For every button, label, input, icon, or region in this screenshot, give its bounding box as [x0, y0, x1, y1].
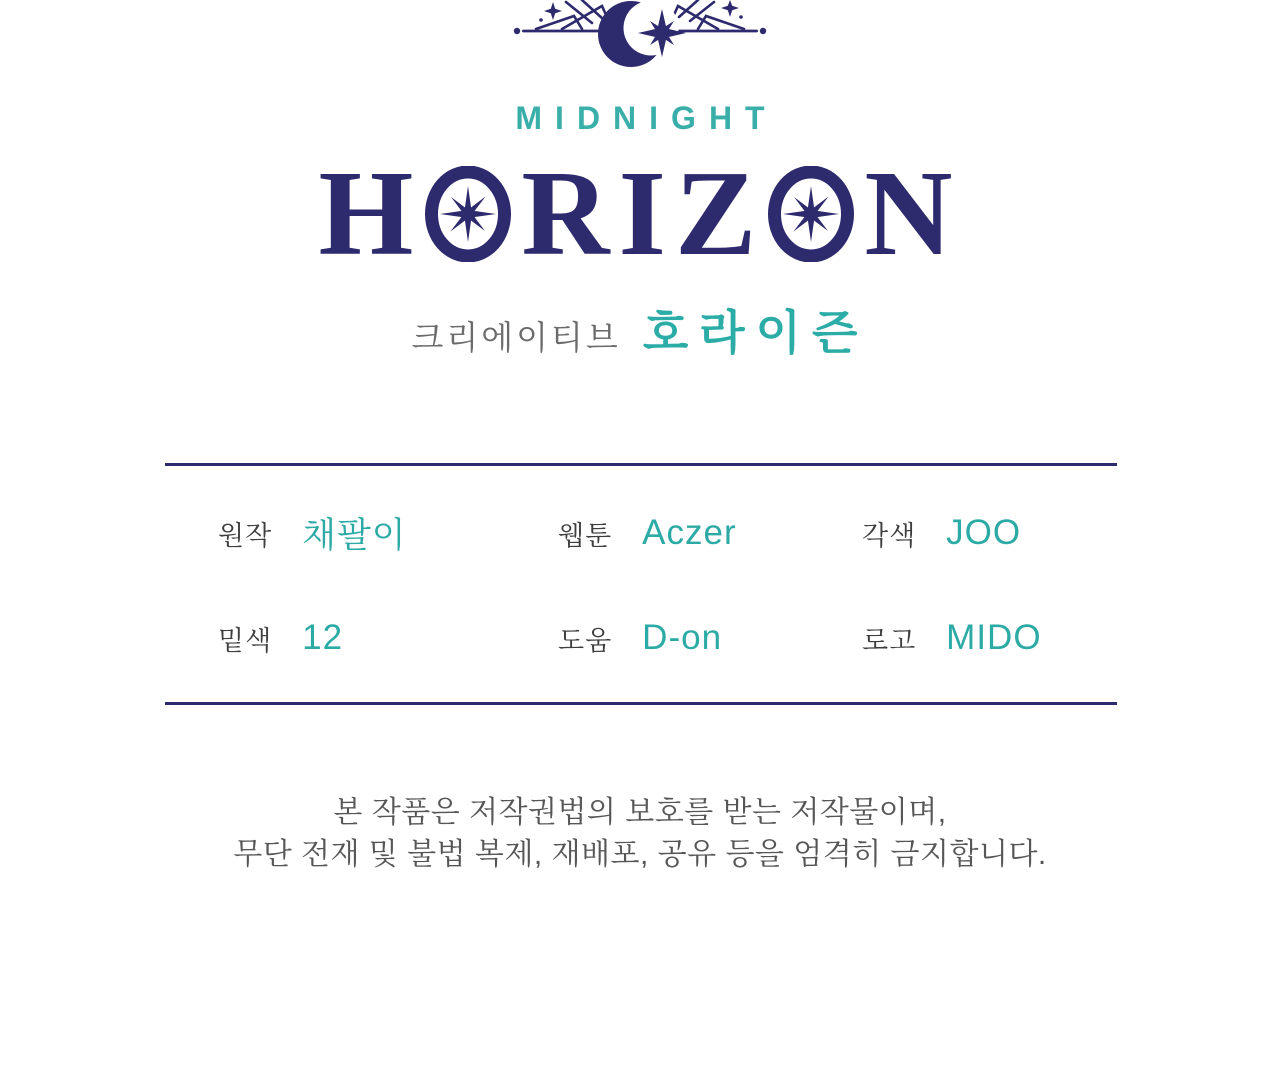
credit-label: 웹툰: [558, 520, 613, 551]
wordmark-letters: H: [318, 146, 423, 281]
credit-item-base-color: [218, 618, 558, 658]
subtitle-prefix: 크리에이티브: [411, 319, 621, 356]
credit-value: 채팔이: [302, 516, 407, 555]
wordmark-letters: RIZ: [521, 146, 766, 281]
brand-subtitle: [0, 296, 1280, 363]
horizon-wordmark: [0, 146, 1280, 281]
copyright-notice: [0, 792, 1280, 876]
credit-label: 도움: [558, 625, 613, 656]
brand-kicker: MIDNIGHT: [515, 100, 778, 136]
right-dot: [760, 28, 766, 34]
credit-label: 로고: [862, 625, 917, 656]
credit-value: JOO: [946, 513, 1022, 552]
copyright-line-2: 무단 전재 및 불법 복제, 재배포, 공유 등을 엄격히 금지합니다.: [233, 838, 1047, 871]
wordmark-letters: N: [864, 146, 962, 281]
credit-label: 원작: [218, 520, 273, 551]
credit-item-logo: [862, 618, 1118, 658]
divider-bottom: [165, 702, 1117, 705]
star-o-letter-icon: [767, 166, 855, 262]
credit-item-original: [218, 508, 558, 558]
credits-row: [218, 610, 1118, 666]
credit-label: 각색: [862, 520, 917, 551]
credit-value: 12: [302, 618, 344, 657]
moon-star-emblem-icon: [510, 0, 770, 80]
credits-row: [218, 505, 1118, 561]
credit-value: MIDO: [946, 618, 1042, 657]
credit-item-assist: [558, 618, 862, 658]
credit-value: Aczer: [642, 513, 737, 552]
credit-label: 밑색: [218, 625, 273, 656]
divider-top: [165, 463, 1117, 466]
star-o-letter-icon: [424, 166, 512, 262]
credit-value: D-on: [642, 618, 723, 657]
credit-item-webtoon: [558, 513, 862, 553]
credit-item-adaptation: [862, 513, 1118, 553]
left-dot: [514, 28, 520, 34]
copyright-line-1: 본 작품은 저작권법의 보호를 받는 저작물이며,: [333, 796, 947, 829]
subtitle-brand: 호라이즌: [642, 306, 869, 359]
